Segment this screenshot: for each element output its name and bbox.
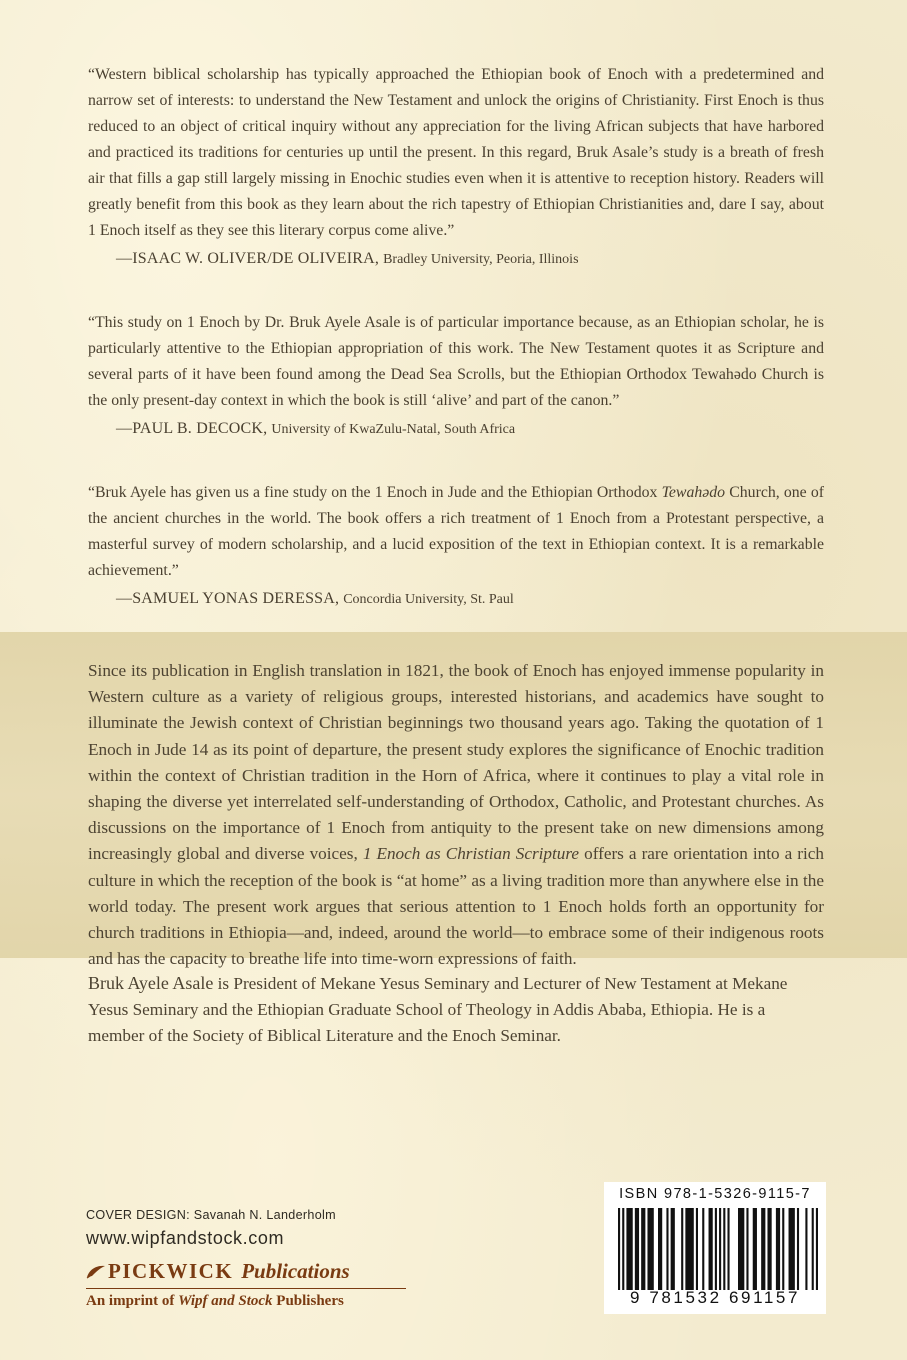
isbn-barcode bbox=[604, 1182, 826, 1314]
endorser-affiliation: Concordia University, St. Paul bbox=[343, 592, 514, 607]
barcode-bar bbox=[812, 1208, 814, 1290]
barcode-bar bbox=[696, 1208, 698, 1290]
endorsement-decock bbox=[88, 310, 824, 441]
publisher-name: PICKWICK bbox=[108, 1259, 234, 1283]
endorsement-quote: “This study on 1 Enoch by Dr. Bruk Ayele Asale is of particular importance because, as an Ethiopian scholar, he is particularly attentive to the Ethiopian appropriation of this work. The New Testament quotes it as Scripture and several parts of it have been found among the Dead Sea Scrolls, but the Ethiopian Orthodox Tewahədo Church is the only present-day context in which the book is still ‘alive’ and part of the canon.” bbox=[88, 314, 824, 409]
barcode-bar bbox=[618, 1208, 620, 1290]
barcode-bar bbox=[723, 1208, 725, 1290]
endorser-affiliation: University of KwaZulu-Natal, South Africa bbox=[271, 422, 516, 437]
barcode-bar bbox=[622, 1208, 624, 1290]
quote-text: “Bruk Ayele has given us a fine study on the 1 Enoch in Jude and the Ethiopian Orthodox bbox=[88, 484, 662, 501]
imprint-text: An imprint of bbox=[86, 1293, 179, 1309]
endorsement-attribution bbox=[116, 588, 824, 611]
quote-italic-term: Tewahədo bbox=[661, 484, 726, 501]
endorsement-oliver bbox=[88, 62, 824, 271]
quote-text: Church, one of the ancient churches in the world. The book offers a rich treatment of 1 Enoch from a Protestant perspective, a masterful survey of modern scholarship, and a lucid exposition of the text in Ethiopian context. It is a remarkable achievement.” bbox=[88, 484, 824, 579]
barcode-bar bbox=[738, 1208, 744, 1290]
barcode-bar bbox=[709, 1208, 713, 1290]
barcode-bar bbox=[647, 1208, 653, 1290]
endorser-name: —PAUL B. DECOCK, bbox=[116, 420, 268, 437]
barcode-bar bbox=[666, 1208, 668, 1290]
publisher-website[interactable]: www.wipfandstock.com bbox=[86, 1228, 285, 1248]
description-band bbox=[0, 632, 907, 969]
author-bio bbox=[88, 970, 824, 1049]
barcode-bar bbox=[727, 1208, 729, 1290]
cover-design-credit: COVER DESIGN: Savanah N. Landerholm bbox=[86, 1208, 336, 1222]
barcode-bar bbox=[641, 1208, 645, 1290]
barcode-digits: 9 781532 691157 bbox=[629, 1288, 801, 1307]
barcode-bar bbox=[776, 1208, 780, 1290]
endorsement-attribution bbox=[116, 418, 824, 441]
barcode-bar bbox=[658, 1208, 662, 1290]
description-text: Since its publication in English translation in 1821, the book of Enoch has enjoyed immense popularity in Western culture as a variety of religious groups, interested historians, and academics have sought to illuminate the Jewish context of Christian beginnings two thousand years ago. Taking the quotation of 1 Enoch in Jude 14 as its point of departure, the present study explores the significance of Enochic tradition within the context of Christian tradition in the Horn of Africa, where it continues to play a vital role in shaping the diverse yet interrelated self-understanding of Orthodox, Catholic, and Protestant churches. As discussions on the importance of 1 Enoch from antiquity to the present take on new dimensions among increasingly global and diverse voices, bbox=[88, 661, 824, 864]
isbn-label: ISBN 978-1-5326-9115-7 bbox=[619, 1186, 811, 1202]
barcode-bar bbox=[767, 1208, 771, 1290]
publisher-logo bbox=[86, 1259, 446, 1284]
publisher-credits bbox=[86, 1208, 446, 1310]
endorsement-attribution bbox=[116, 248, 824, 271]
imprint-line bbox=[86, 1293, 446, 1310]
barcode-bar bbox=[797, 1208, 799, 1290]
author-name: Bruk Ayele Asale bbox=[88, 973, 214, 993]
description-text: offers a rare orientation into a rich culture in which the reception of the book is “at home” as a living tradition more than anywhere else in the world today. The present work argues that serious attention to 1 Enoch holds forth an opportunity for church traditions in Ethiopia—and, indeed, around the world—to embrace some of their indigenous roots and has the capacity to breathe life into time-worn expressions of faith. bbox=[88, 844, 824, 969]
author-bio-text: is President of Mekane Yesus Seminary and Lecturer of New Testament at Mekane Yesus Seminary and the Ethiopian Graduate School of Theology in Addis Ababa, Ethiopia. He is a member of the Society of Biblical Literature and the Enoch Seminar. bbox=[88, 974, 788, 1045]
barcode-bar bbox=[789, 1208, 795, 1290]
barcode-bar bbox=[702, 1208, 704, 1290]
book-title-italic: 1 Enoch as Christian Scripture bbox=[362, 844, 580, 864]
endorsement-deressa bbox=[88, 480, 824, 611]
endorser-affiliation: Bradley University, Peoria, Illinois bbox=[383, 252, 579, 267]
barcode-bars bbox=[618, 1208, 818, 1290]
divider bbox=[86, 1288, 406, 1289]
barcode-bar bbox=[671, 1208, 675, 1290]
barcode-bar bbox=[761, 1208, 765, 1290]
endorser-name: —ISAAC W. OLIVER/DE OLIVEIRA, bbox=[116, 250, 380, 267]
endorsement-quote bbox=[88, 480, 824, 584]
barcode-bar bbox=[715, 1208, 717, 1290]
publisher-suffix: Publications bbox=[241, 1259, 350, 1283]
barcode-bar bbox=[753, 1208, 757, 1290]
barcode-bar bbox=[685, 1208, 693, 1290]
endorser-name: —SAMUEL YONAS DERESSA, bbox=[116, 590, 340, 607]
barcode-bar bbox=[635, 1208, 639, 1290]
imprint-publisher: Wipf and Stock bbox=[178, 1293, 273, 1309]
endorsement-quote: “Western biblical scholarship has typically approached the Ethiopian book of Enoch with a predetermined and narrow set of interests: to understand the New Testament and unlock the origins of Christianity. First Enoch is thus reduced to an object of critical inquiry without any appreciation for the living African subjects that have harbored and practiced its traditions for centuries up until the present. In this regard, Bruk Asale’s study is a breath of fresh air that fills a gap still largely missing in Enochic studies even when it is attentive to reception history. Readers will greatly benefit from this book as they learn about the rich tapestry of Ethiopian Christianities and, dare I say, about 1 Enoch itself as they see this literary corpus come alive.” bbox=[88, 66, 824, 239]
barcode-bar bbox=[746, 1208, 748, 1290]
quill-icon bbox=[86, 1264, 106, 1280]
book-description bbox=[88, 658, 824, 972]
barcode-bar bbox=[782, 1208, 784, 1290]
barcode-bar bbox=[805, 1208, 807, 1290]
barcode-bar bbox=[816, 1208, 818, 1290]
barcode-bar bbox=[719, 1208, 721, 1290]
barcode-bar bbox=[626, 1208, 632, 1290]
imprint-text: Publishers bbox=[272, 1293, 344, 1309]
barcode-bar bbox=[681, 1208, 683, 1290]
